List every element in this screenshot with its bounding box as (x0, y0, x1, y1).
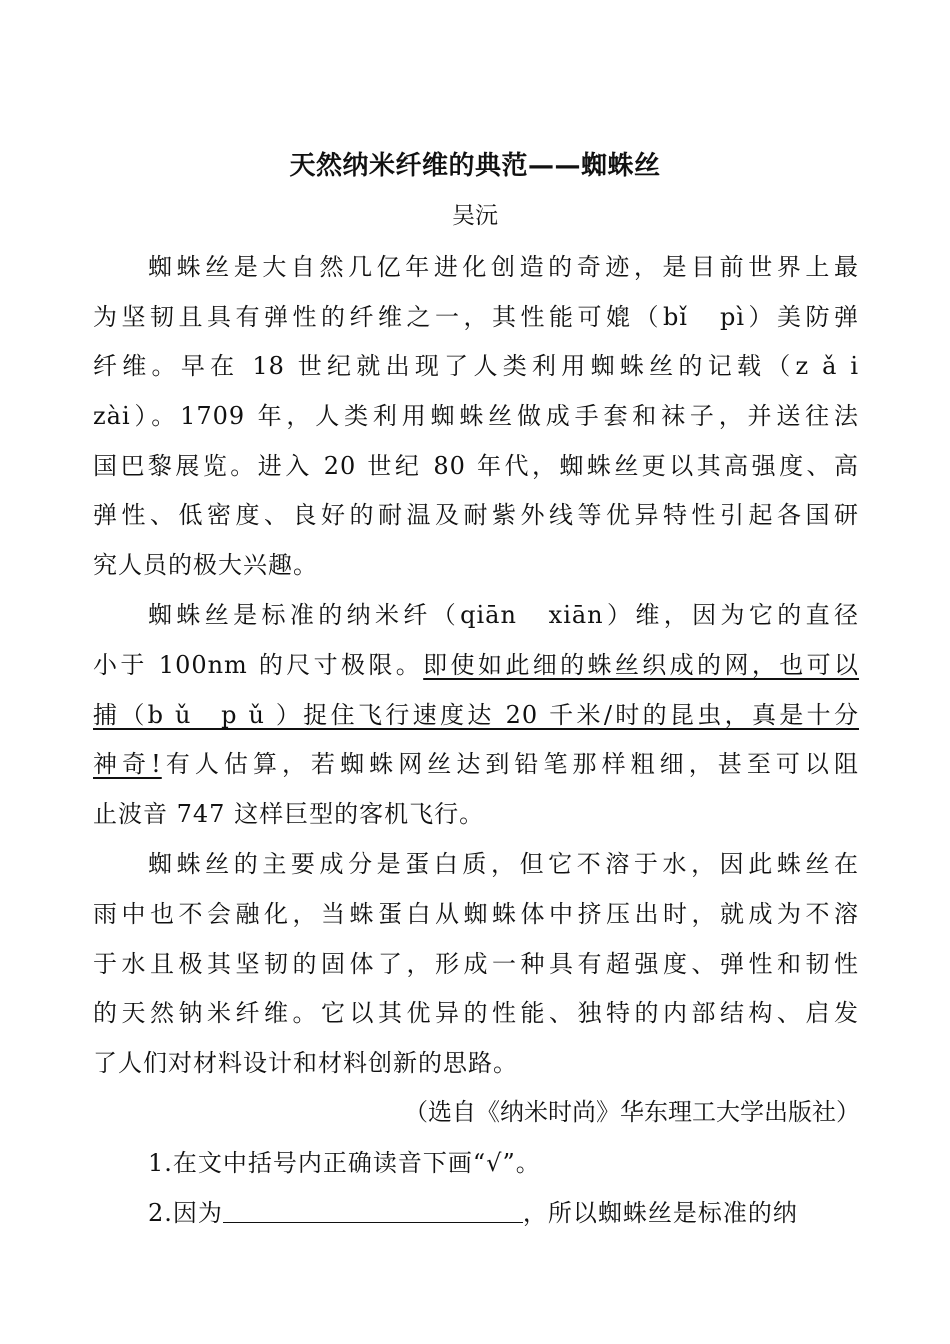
article-source: （选自《纳米时尚》华东理工大学出版社） (404, 1098, 860, 1126)
paragraph-2-line-5: 止波音 747 这样巨型的客机飞行。 (93, 800, 485, 828)
underlined-sentence-part-1: 即使如此细的蛛丝织成的网，也可以 (423, 651, 860, 679)
paragraph-3-line-5: 了人们对材料设计和材料创新的思路。 (93, 1049, 518, 1077)
paragraph-1-line-3: 纤维。早在 18 世纪就出现了人类利用蜘蛛丝的记载（z ǎ i (93, 352, 859, 380)
paragraph-3-line-2: 雨中也不会融化，当蛛蛋白从蜘蛛体中挤压出时，就成为不溶 (93, 900, 859, 928)
paragraph-2-line-4 (93, 746, 859, 782)
paragraph-1-line-6: 弹性、低密度、良好的耐温及耐紫外线等优异特性引起各国研 (93, 501, 859, 529)
answer-blank[interactable] (223, 1196, 523, 1223)
paragraph-1-line-7: 究人员的极大兴趣。 (93, 551, 318, 579)
underlined-sentence-part-2: 捕（b ǔ p ǔ ）捉住飞行速度达 20 千米/时的昆虫，真是十分 (93, 701, 859, 729)
question-2-suffix: ，所以蜘蛛丝是标准的纳 (522, 1199, 798, 1227)
paragraph-1-line-5: 国巴黎展览。进入 20 世纪 80 年代，蜘蛛丝更以其高强度、高 (93, 452, 859, 480)
paragraph-3-line-4: 的天然钠米纤维。它以其优异的性能、独特的内部结构、启发 (93, 999, 859, 1027)
paragraph-1-line-1: 蜘蛛丝是大自然几亿年进化创造的奇迹，是目前世界上最 (148, 253, 859, 281)
paragraph-2-line-2 (93, 647, 859, 683)
article-title: 天然纳米纤维的典范——蜘蛛丝 (289, 151, 661, 181)
paragraph-2-line-2-plain: 小于 100nm 的尺寸极限。 (93, 651, 424, 679)
paragraph-2-line-3 (93, 697, 859, 733)
question-1: 1.在文中括号内正确读音下画“√”。 (148, 1149, 541, 1177)
article-author: 吴沅 (452, 203, 498, 229)
paragraph-1-line-4: zài）。1709 年，人类利用蜘蛛丝做成手套和袜子，并送往法 (93, 402, 859, 430)
paragraph-2-line-1: 蜘蛛丝是标准的纳米纤（qiān xiān）维，因为它的直径 (148, 601, 859, 629)
paragraph-2-line-4-plain: 有人估算，若蜘蛛网丝达到铅笔那样粗细，甚至可以阻 (161, 750, 859, 778)
paragraph-3-line-1: 蜘蛛丝的主要成分是蛋白质，但它不溶于水，因此蛛丝在 (148, 850, 859, 878)
underlined-sentence-part-3: 神奇! (93, 750, 162, 778)
question-2-prefix: 2.因为 (148, 1199, 223, 1227)
paragraph-1-line-2: 为坚韧且具有弹性的纤维之一，其性能可媲（bǐ pì）美防弹 (93, 303, 859, 331)
paragraph-3-line-3: 于水且极其坚韧的固体了，形成一种具有超强度、弹性和韧性 (93, 950, 859, 978)
question-2 (148, 1195, 859, 1231)
